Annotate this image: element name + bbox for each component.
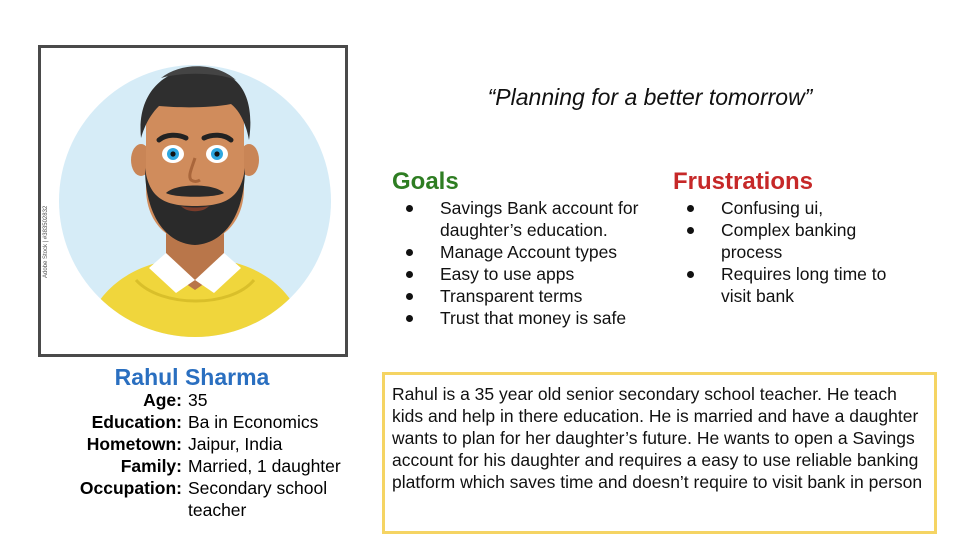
list-item: [673, 219, 913, 263]
bullet-dot-icon: [406, 293, 413, 300]
persona-name: Rahul Sharma: [114, 364, 270, 390]
detail-value: Jaipur, India: [188, 434, 283, 454]
bullet-dot-icon: [687, 205, 694, 212]
bullet-dot-icon: [687, 227, 694, 234]
detail-label: Family:: [120, 456, 182, 476]
list-item: [392, 263, 662, 285]
avatar-illustration: [41, 48, 345, 354]
list-item: [673, 263, 913, 307]
goal-text: Transparent terms: [440, 286, 583, 306]
frustration-text: Confusing ui,: [721, 198, 824, 218]
detail-value: Secondary school teacher: [188, 478, 328, 520]
detail-label: Age:: [143, 390, 182, 410]
photo-watermark: Adobe Stock | #383502832: [43, 205, 49, 278]
goals-list: [392, 197, 662, 329]
goal-text: Manage Account types: [440, 242, 618, 262]
detail-label: Occupation:: [79, 478, 182, 498]
goal-text: Savings Bank account for daughter’s education.: [440, 198, 639, 240]
list-item: [392, 307, 662, 329]
goals-title: Goals: [392, 168, 459, 195]
list-item: [673, 197, 913, 219]
detail-label: Hometown:: [86, 434, 182, 454]
list-item: [392, 285, 662, 307]
goal-text: Easy to use apps: [440, 264, 575, 284]
bullet-dot-icon: [406, 315, 413, 322]
frustration-text: Requires long time to visit bank: [721, 264, 887, 306]
bullet-dot-icon: [406, 205, 413, 212]
list-item: [392, 241, 662, 263]
detail-value: Married, 1 daughter: [188, 456, 341, 476]
frustration-text: Complex banking process: [721, 220, 857, 262]
bullet-dot-icon: [687, 271, 694, 278]
persona-photo: [38, 45, 348, 357]
persona-bio: Rahul is a 35 year old senior secondary school teacher. He teach kids and help in there education. He is married and have a daughter wants to plan for her daughter’s future. He wants to open a Savings account for his daughter and requires a easy to use reliable banking platform which saves time and doesn’t require to visit bank in person: [382, 372, 937, 534]
detail-value: 35: [188, 390, 208, 410]
detail-value: Ba in Economics: [188, 412, 319, 432]
frustrations-list: [673, 197, 913, 307]
goal-text: Trust that money is safe: [440, 308, 627, 328]
list-item: [392, 197, 662, 241]
bullet-dot-icon: [406, 271, 413, 278]
detail-label: Education:: [91, 412, 182, 432]
frustrations-title: Frustrations: [673, 168, 814, 195]
persona-quote: “Planning for a better tomorrow”: [487, 84, 813, 110]
bullet-dot-icon: [406, 249, 413, 256]
